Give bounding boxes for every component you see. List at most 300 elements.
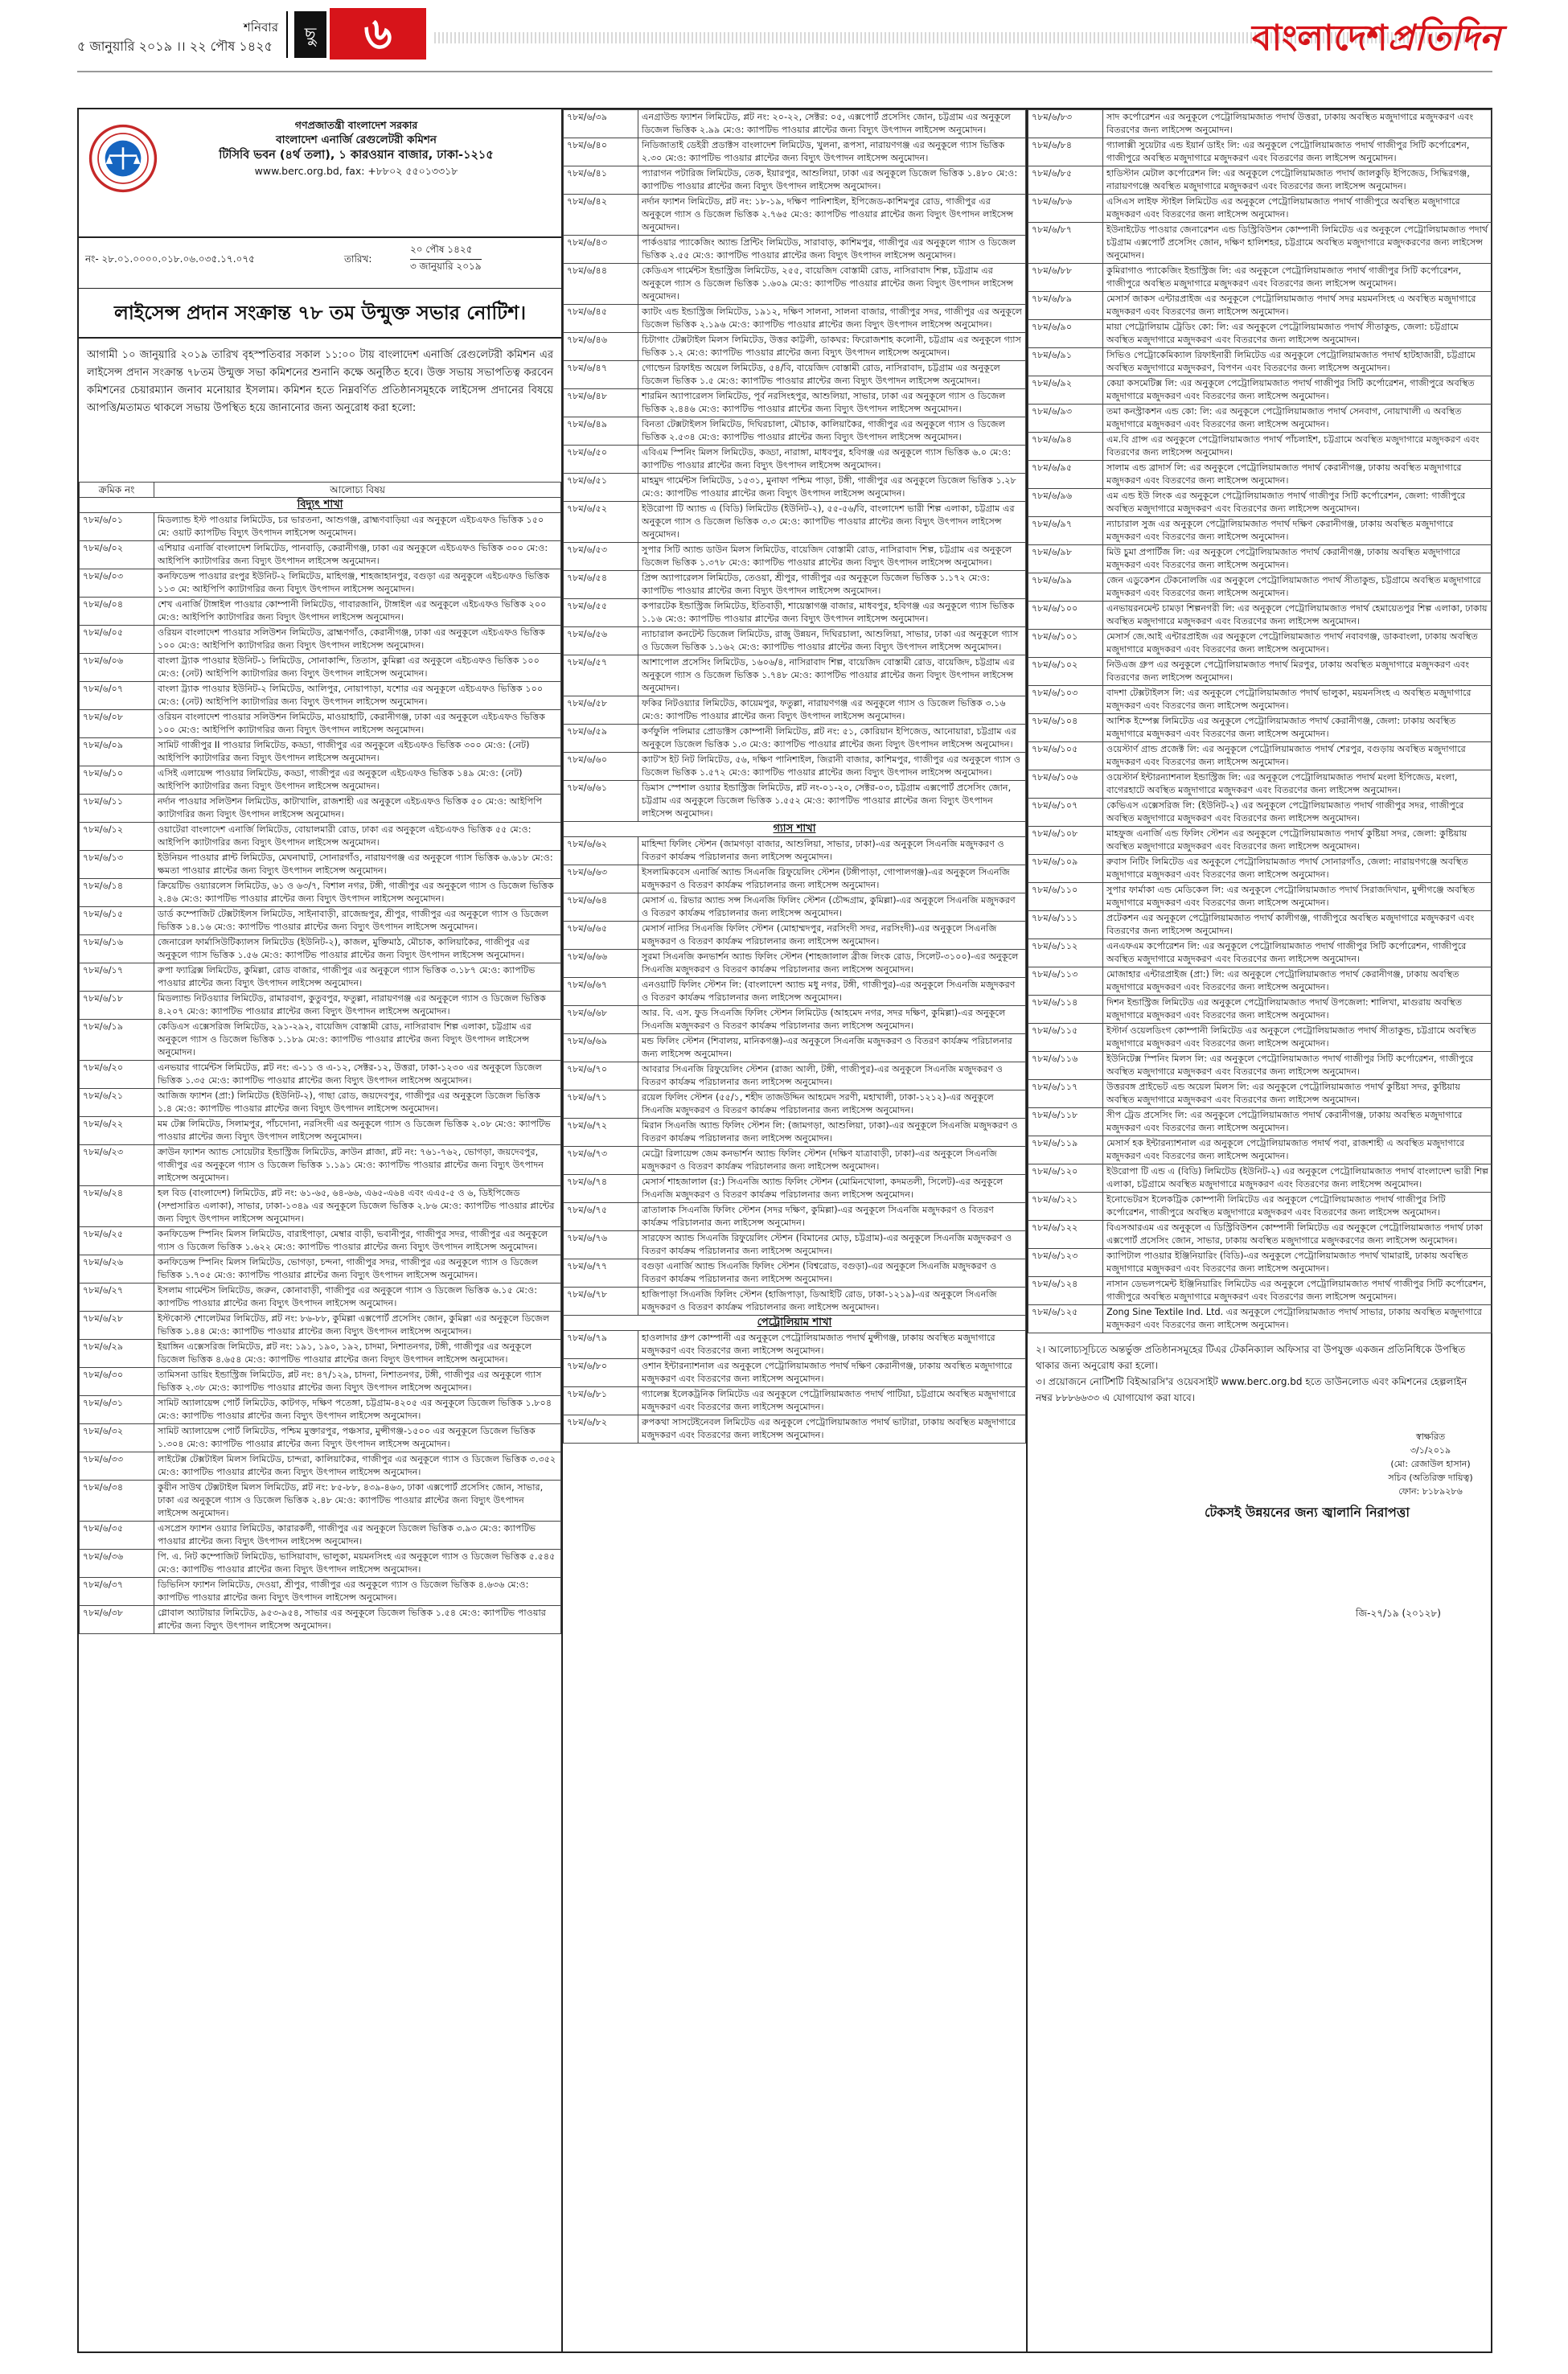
table-row — [80, 1550, 561, 1578]
row-subject: বাংলা ট্র্যাক পাওয়ার ইউনিট-২ লিমিটেড, আলিপুর, নোয়াপাড়া, যশোর এর অনুকূলে এইচএফও ভিত্তিক ১০০ মে:ও: (নেট) আইপিপি ক্যাটাগরির জন্য বিদ্যুৎ উৎপাদন লাইসেন্স অনুমোদন। — [154, 682, 561, 710]
table-row — [1028, 545, 1492, 573]
row-serial: ৭৮ম/৬/৯০ — [1028, 320, 1103, 348]
row-subject: সুরমা সিএনজি কনভার্শন অ্যান্ড ফিলিং স্টেশন (শাহজালাল ব্রীজ লিংক রোড, সিলেট-৩১০০)-এর অনুকূলে সিএনজি মজুদকরণ ও বিতরণ কার্যক্রম পরিচালনার জন্য লাইসেন্স অনুমোদন। — [638, 950, 1026, 978]
table-row — [1028, 573, 1492, 602]
table-row — [80, 738, 561, 766]
note-3: ৩। প্রয়োজনে নোটিশটি বিইআরসি'র ওয়েবসাইট www.berc.org.bd হতে ডাউনলোড এবং কমিশনের হেল্পলাইন নম্বর ৮৮৮৬৬৩৩ এ যোগাযোগ করা যাবে। — [1036, 1376, 1467, 1403]
masthead — [0, 0, 1568, 105]
date-bangla: ২০ পৌষ ১৪২৫ — [410, 244, 473, 255]
row-serial: ৭৮ম/৬/২৬ — [80, 1255, 154, 1284]
table-row — [564, 305, 1026, 333]
sign-line-3: (মো: রেজাউল হাসান) — [1390, 1459, 1471, 1469]
row-subject: জেন এডুকেশন টেকনোলজি এর অনুকূলে পেট্রোলিয়ামজাত পদার্থ সীতাকুন্ড, চট্টগ্রামে অবস্থিত মজুদাগারে মজুদকরণ এবং বিতরণের জন্য লাইসেন্স অনুমোদন। — [1103, 573, 1492, 602]
row-serial: ৭৮ম/৬/১১১ — [1028, 911, 1103, 939]
row-serial: ৭৮ম/৬/২৯ — [80, 1340, 154, 1368]
brand-part-1: বাংলাদেশ — [1252, 18, 1388, 59]
table-row — [80, 1452, 561, 1481]
table-row — [80, 1145, 561, 1186]
row-serial: ৭৮ম/৬/৮৪ — [1028, 138, 1103, 166]
row-serial: ৭৮ম/৬/৬৩ — [564, 865, 638, 893]
memo-number: নং- ২৮.০১.০০০০.০১৮.০৬.০৩৫.১৭.০৭৫ — [85, 253, 255, 265]
table-row — [564, 571, 1026, 599]
table-row — [564, 195, 1026, 236]
row-serial: ৭৮ম/৬/৪১ — [564, 166, 638, 195]
row-subject: ডার্ড কম্পোজিট টেক্সটাইলস লিমিটেড, সাইনাবাড়ী, রাজেন্দ্রপুর, শ্রীপুর, গাজীপুর এর অনুকূলে গ্যাস ও ডিজেল ভিত্তিক ১৪.১৬ মে:ও: ক্যাপটিভ পাওয়ার প্লান্টের জন্য বিদ্যুৎ উৎপাদন লাইসেন্স অনুমোদন। — [154, 907, 561, 935]
table-row — [564, 474, 1026, 502]
row-serial: ৭৮ম/৬/১৭ — [80, 963, 154, 992]
table-row — [564, 599, 1026, 627]
agenda-table-3 — [1028, 109, 1492, 1333]
header-serial: ক্রমিক নং — [80, 483, 154, 498]
row-serial: ৭৮ম/৬/৯৯ — [1028, 573, 1103, 602]
table-row — [80, 1606, 561, 1634]
row-subject: কপারটেক ইন্ডাস্ট্রিজ লিমিটেড, ইতিবাড়ী, শায়েস্তাগঞ্জ বাজার, মাধবপুর, হবিগঞ্জ এর অনুকূলে গ্যাস ভিত্তিক ১.১৬ মে:ও: ক্যাপটিভ পাওয়ার প্লান্টের জন্য বিদ্যুৎ উৎপাদন লাইসেন্স অনুমোদন। — [638, 599, 1026, 627]
row-subject: কুয়ীন সাউথ টেক্সটাইল মিলস লিমিটেড, প্লট নং: ৮৫-৮৮, ৪৩৯-৪৬৩, ঢাকা এক্সপোর্ট প্রসেসিং জোন, সাভার, ঢাকা এর অনুকূলে গ্যাস ও ডিজেল ভিত্তিক ২.৪৮ মে:ও: ক্যাপটিভ পাওয়ার প্লান্টের জন্য বিদ্যুৎ উৎপাদন লাইসেন্স অনুমোদন। — [154, 1481, 561, 1522]
row-subject: ইস্টার্ন ওয়েলডিংগ কোম্পানী লিমিটেড এর অনুকূলে পেট্রোলিয়ামজাত পদার্থ সীতাকুন্ড, চট্টগ্রামে অবস্থিত মজুদাগারে মজুদকরণ এবং বিতরণের জন্য লাইসেন্স অনুমোদন। — [1103, 1024, 1492, 1052]
row-serial: ৭৮ম/৬/১০৭ — [1028, 799, 1103, 827]
table-row — [1028, 883, 1492, 911]
row-serial: ৭৮ম/৬/৫৮ — [564, 696, 638, 725]
table-row — [564, 696, 1026, 725]
row-serial: ৭৮ম/৬/১১৩ — [1028, 967, 1103, 996]
row-serial: ৭৮ম/৬/১২৪ — [1028, 1277, 1103, 1305]
table-row — [80, 879, 561, 907]
row-subject: এবিএম স্পিনিং মিলস লিমিটেড, কড্ডা, নারাঙ্গা, মাধবপুর, হবিগঞ্জ এর অনুকূলে গ্যাস ভিত্তিক ৬.০ মে:ও: ক্যাপটিভ পাওয়ার প্লান্টের জন্য বিদ্যুৎ উৎপাদন লাইসেন্স অনুমোদন। — [638, 446, 1026, 474]
row-serial: ৭৮ম/৬/৩৩ — [80, 1452, 154, 1481]
agenda-table-1 — [79, 482, 561, 1634]
table-row — [80, 513, 561, 541]
table-row — [1028, 799, 1492, 827]
table-row — [1028, 1277, 1492, 1305]
row-subject: ডিমাস স্পেশাল ওয়্যার ইন্ডাস্ট্রিজ লিমিটেড, প্লট নং-০১-২০, সেক্টর-০৩, চট্টগ্রাম এক্সপোর্ট প্রসেসিং জোন, চট্টগ্রাম এর অনুকূলে ডিজেল ভিত্তিক ১.৫৫২ মে:ও: ক্যাপটিভ পাওয়ার প্লান্টের জন্য বিদ্যুৎ উৎপাদন লাইসেন্স অনুমোদন। — [638, 781, 1026, 822]
row-subject: ইনোভেটরস ইলেকট্রিক কোম্পানী লিমিটেড এর অনুকূলে পেট্রোলিয়ামজাত পদার্থ গাজীপুর সিটি কর্পোরেশন, গাজীপুরে অবস্থিত মজুদাগারে মজুদকরণ এবং বিতরণের জন্য লাইসেন্স অনুমোদন। — [1103, 1193, 1492, 1221]
table-row — [564, 1359, 1026, 1387]
row-serial: ৭৮ম/৬/১২২ — [1028, 1221, 1103, 1249]
table-row — [80, 569, 561, 598]
row-serial: ৭৮ম/৬/৫৩ — [564, 543, 638, 571]
notice-notes — [1028, 1333, 1492, 1406]
row-subject: কনফিডেন্স স্পিনিং মিলস লিমিটেড, ভোগড়া, চন্দনা, গাজীপুর সদর, গাজীপুর এর অনুকূলে গ্যাস ও ডিজেল ভিত্তিক ১.৭০৫ মে:ও: ক্যাপটিভ পাওয়ার প্লান্টের জন্য বিদ্যুৎ উৎপাদন লাইসেন্স অনুমোদন। — [154, 1255, 561, 1284]
row-serial: ৭৮ম/৬/৬৪ — [564, 893, 638, 922]
row-subject: ওরিয়ন বাংলাদেশ পাওয়ার সলিউশন লিমিটেড, ব্রাহ্মণগাঁও, কেরানীগঞ্জ, ঢাকা এর অনুকূলে এইচএফও ভিত্তিক ১০০ মে:ও: আইপিপি ক্যাটাগরির জন্য বিদ্যুৎ উৎপাদন লাইসেন্স অনুমোদন। — [154, 626, 561, 654]
row-serial: ৭৮ম/৬/৩১ — [80, 1396, 154, 1424]
table-row — [564, 333, 1026, 361]
row-subject: ইউনিটেক্স স্পিনিং মিলস লি: এর অনুকূলে পেট্রোলিয়ামজাত পদার্থ গাজীপুর সিটি কর্পোরেশন, গাজীপুরে অবস্থিত মজুদাগারে মজুদকরণ এবং বিতরণের জন্য লাইসেন্স অনুমোদন। — [1103, 1052, 1492, 1080]
row-serial: ৭৮ম/৬/৬৬ — [564, 950, 638, 978]
row-serial: ৭৮ম/৬/৭১ — [564, 1090, 638, 1119]
row-serial: ৭৮ম/৬/৪৭ — [564, 361, 638, 389]
row-subject: ইসলামিকবেস এনার্জি অ্যান্ড সিএনজি রিফুয়েলিং স্টেশন (টঙ্গীপাড়া, গোপালগঞ্জ)-এর অনুকূলে সিএনজি মজুদকরণ ও বিতরণ কার্যক্রম পরিচালনার জন্য লাইসেন্স অনুমোদন। — [638, 865, 1026, 893]
table-row — [564, 1231, 1026, 1259]
row-serial: ৭৮ম/৬/২৫ — [80, 1227, 154, 1255]
row-subject: সাদ কর্পোরেশন এর অনুকূলে পেট্রোলিয়ামজাত পদার্থ উত্তরা, ঢাকায় অবস্থিত মজুদাগারে মজুদকরণ এবং বিতরণের জন্য লাইসেন্স অনুমোদন। — [1103, 110, 1492, 138]
row-subject: মাহফুজ এনার্জি এন্ড ফিলিং স্টেশন এর অনুকূলে পেট্রোলিয়ামজাত পদার্থ কুষ্টিয়া সদর, জেলা: কুষ্টিয়ায় অবস্থিত মজুদাগারে মজুদকরণ এবং বিতরণের জন্য লাইসেন্স অনুমোদন। — [1103, 827, 1492, 855]
row-subject: মেসার্স নাসির সিএনজি ফিলিং স্টেশন (মোহাম্মদপুর, নরসিংদী সদর, নরসিংদী)-এর অনুকূলে সিএনজি মজুদকরণ ও বিতরণ কার্যক্রম পরিচালনার জন্য লাইসেন্স অনুমোদন। — [638, 922, 1026, 950]
row-serial: ৭৮ম/৬/৫৯ — [564, 725, 638, 753]
table-row — [564, 361, 1026, 389]
table-row — [564, 1203, 1026, 1231]
row-subject: ফকির নিটওয়্যার লিমিটেড, কায়েমপুর, ফতুল্লা, নারায়ণগঞ্জ এর অনুকূলে গ্যাস ও ডিজেল ভিত্তিক ৩.১৬ মে:ও: ক্যাপটিভ পাওয়ার প্লান্টের জন্য বিদ্যুৎ উৎপাদন লাইসেন্স অনুমোদন। — [638, 696, 1026, 725]
notice-column-1 — [79, 109, 561, 1634]
row-subject: মায়া পেট্রোলিয়াম ট্রেডিং কো: লি: এর অনুকূলে পেট্রোলিয়ামজাত পদার্থ সীতাকুন্ড, জেলা: চট্টগ্রামে অবস্থিত মজুদাগারে মজুদকরণ এবং বিতরণের জন্য লাইসেন্স অনুমোদন। — [1103, 320, 1492, 348]
table-row — [1028, 686, 1492, 714]
row-subject: সামিট গাজীপুর II পাওয়ার লিমিটেড, কড্ডা, গাজীপুর এর অনুকূলে এইচএফও ভিত্তিক ৩০০ মে:ও: (নেট) আইপিপি ক্যাটাগরির জন্য বিদ্যুৎ উৎপাদন লাইসেন্স অনুমোদন। — [154, 738, 561, 766]
commission-address — [167, 117, 545, 179]
row-subject: ওশান ইন্টারন্যাশনাল এর অনুকূলে পেট্রোলিয়ামজাত পদার্থ দক্ষিণ কেরানীগঞ্জ, ঢাকায় অবস্থিত মজুদাগারে মজুদকরণ এবং বিতরণের জন্য লাইসেন্স অনুমোদন। — [638, 1359, 1026, 1387]
row-subject: শারমিন অ্যাপারেলস লিমিটেড, পূর্ব নরসিংহপুর, আশুলিয়া, সাভার, ঢাকা এর অনুকূলে গ্যাস ও ডিজেল ভিত্তিক ২.৪৪৬ মে:ও: ক্যাপটিভ পাওয়ার প্লান্টের জন্য বিদ্যুৎ উৎপাদন লাইসেন্স অনুমোদন। — [638, 389, 1026, 417]
table-row — [80, 1396, 561, 1424]
row-subject: কর্ণফুলি পলিমার প্রোডাক্টস কোম্পানী লিমিটেড, প্লট নং: ৫১, কোরিয়ান ইপিজেড, আনোয়ারা, চট্টগ্রাম এর অনুকূলে ডিজেল ভিত্তিক ১.৩ মে:ও: ক্যাপটিভ পাওয়ার প্লান্টের জন্য বিদ্যুৎ উৎপাদন লাইসেন্স অনুমোদন। — [638, 725, 1026, 753]
table-row — [1028, 827, 1492, 855]
row-serial: ৭৮ম/৬/৭৪ — [564, 1175, 638, 1203]
table-row — [564, 978, 1026, 1006]
row-serial: ৭৮ম/৬/০৯ — [80, 738, 154, 766]
row-subject: সুপার ফার্মাকা এন্ড মেডিকেল লি: এর অনুকূলে পেট্রোলিয়ামজাত পদার্থ সিরাজদিখান, মুন্সীগঞ্জে অবস্থিত মজুদাগারে মজুদকরণ এবং বিতরণের জন্য লাইসেন্স অনুমোদন। — [1103, 883, 1492, 911]
row-subject: ডিভিনিস ফ্যাশন লিমিটেড, দেওয়া, শ্রীপুর, গাজীপুর এর অনুকূলে গ্যাস ও ডিজেল ভিত্তিক ৪.৬৩৬ মে:ও: ক্যাপটিভ পাওয়ার প্লান্টের জন্য বিদ্যুৎ উৎপাদন লাইসেন্স অনুমোদন। — [154, 1578, 561, 1606]
row-subject: এম এন্ড ইউ লিংক এর অনুকূলে পেট্রোলিয়ামজাত পদার্থ গাজীপুর সিটি কর্পোরেশন, জেলা: গাজীপুরে অবস্থিত মজুদাগারে মজুদকরণ এবং বিতরণের জন্য লাইসেন্স অনুমোদন। — [1103, 489, 1492, 517]
row-serial: ৭৮ম/৬/৩০ — [80, 1368, 154, 1396]
row-subject: মিরান সিএনজি অ্যান্ড ফিলিং স্টেশন লি: (জামগড়া, আশুলিয়া, ঢাকা)-এর অনুকূলে সিএনজি মজুদকরণ ও বিতরণ কার্যক্রম পরিচালনার জন্য লাইসেন্স অনুমোদন। — [638, 1119, 1026, 1147]
row-serial: ৭৮ম/৬/২৭ — [80, 1284, 154, 1312]
row-subject: জেনারেল ফার্মাসিউটিক্যালস লিমিটেড (ইউনিট-২), কাজল, মুক্তিমাঠ, মৌচাক, কালিয়াকৈর, গাজীপুর এর অনুকূলে গ্যাস ভিত্তিক ১.৫৬ মে:ও: ক্যাপটিভ পাওয়ার প্লান্টের জন্য বিদ্যুৎ উৎপাদন লাইসেন্স অনুমোদন। — [154, 935, 561, 963]
row-serial: ৭৮ম/৬/১১৪ — [1028, 996, 1103, 1024]
row-subject: এনভয়ার গার্মেন্টস লিমিটেড, প্লট নং: এ-১১ ও এ-১২, সেক্টর-১২, উত্তরা, ঢাকা-১২৩০ এর অনুকূলে ডিজেল ভিত্তিক ১.৩৫ মে:ও: ক্যাপটিভ পাওয়ার প্লান্টের জন্য বিদ্যুৎ উৎপাদন লাইসেন্স অনুমোদন। — [154, 1061, 561, 1089]
notice-column-3 — [1026, 109, 1492, 2351]
row-subject: গ্লোবাল অ্যাটায়ার লিমিটেড, ৯৫৩-৯৫৪, সাভার এর অনুকূলে ডিজেল ভিত্তিক ১.৫৪ মে:ও: ক্যাপটিভ পাওয়ার প্লান্টের জন্য বিদ্যুৎ উৎপাদন লাইসেন্স অনুমোদন। — [154, 1606, 561, 1634]
table-row — [1028, 110, 1492, 138]
row-subject: মিউ চুমা প্রপার্টিজ লি: এর অনুকূলে পেট্রোলিয়ামজাত পদার্থ কেরানীগঞ্জ, ঢাকায় অবস্থিত মজুদাগারে মজুদকরণ এবং বিতরণের জন্য লাইসেন্স অনুমোদন। — [1103, 545, 1492, 573]
table-row — [1028, 1052, 1492, 1080]
table-row — [1028, 1305, 1492, 1333]
table-row — [1028, 1164, 1492, 1193]
table-row — [1028, 433, 1492, 461]
row-serial: ৭৮ম/৬/১০ — [80, 766, 154, 795]
table-row — [80, 795, 561, 823]
table-row — [1028, 292, 1492, 320]
row-subject: পার্কওয়ার প্যাকেজিং অ্যান্ড প্রিন্টিং লিমিটেড, সারাবাড়, কাশিমপুর, গাজীপুর এর অনুকূলে গ্যাস ও ডিজেল ভিত্তিক ২.৫৫ মে:ও: ক্যাপটিভ পাওয়ার প্লান্টের জন্য বিদ্যুৎ উৎপাদন লাইসেন্স অনুমোদন। — [638, 236, 1026, 264]
row-subject: মেসার্স হক ইন্টারন্যাশনাল এর অনুকূলে পেট্রোলিয়ামজাত পদার্থ পবা, রাজশাহী এ অবস্থিত মজুদাগারে মজুদকরণ এবং বিতরণের জন্য লাইসেন্স অনুমোদন। — [1103, 1136, 1492, 1164]
row-serial: ৭৮ম/৬/১৮ — [80, 992, 154, 1020]
row-subject: মেসার্স জাকস এন্টারপ্রাইজ এর অনুকূলে পেট্রোলিয়ামজাত পদার্থ সদর ময়মনসিংহ এ অবস্থিত মজুদাগারে মজুদকরণ এবং বিতরণের জন্য লাইসেন্স অনুমোদন। — [1103, 292, 1492, 320]
row-serial: ৭৮ম/৬/১০৫ — [1028, 742, 1103, 770]
table-row — [564, 922, 1026, 950]
section-row — [564, 822, 1026, 837]
row-serial: ৭৮ম/৬/১২৩ — [1028, 1249, 1103, 1277]
row-serial: ৭৮ম/৬/০৮ — [80, 710, 154, 738]
row-subject: ওয়েস্টার্ন ইন্টারন্যাশনাল ইন্ডাস্ট্রিজ লি: এর অনুকূলে পেট্রোলিয়ামজাত পদার্থ মংলা ইপিজেড, মংলা, বাগেরহাটে অবস্থিত মজুদাগারে মজুদকরণ এবং বিতরণের জন্য লাইসেন্স অনুমোদন। — [1103, 770, 1492, 799]
row-serial: ৭৮ম/৬/১১০ — [1028, 883, 1103, 911]
table-row — [1028, 1024, 1492, 1052]
table-row — [564, 264, 1026, 305]
table-row — [1028, 967, 1492, 996]
row-subject: এনগ্রাউন্ড ফ্যাশন লিমিটেড, প্লট নং: ২০-২২, সেক্টর: ০৫, এক্সপোর্ট প্রসেসিং জোন, চট্টগ্রাম এর অনুকূলে ডিজেল ভিত্তিক ২.৯৯ মে:ও: ক্যাপটিভ পাওয়ার প্লান্টের জন্য বিদ্যুৎ উৎপাদন লাইসেন্স অনুমোদন। — [638, 110, 1026, 138]
table-row — [1028, 1108, 1492, 1136]
row-subject: সালাম এন্ড ব্রাদার্স লি: এর অনুকূলে পেট্রোলিয়ামজাত পদার্থ কেরানীগঞ্জ, ঢাকায় অবস্থিত মজুদাগারে মজুদকরণ এবং বিতরণের জন্য লাইসেন্স অনুমোদন। — [1103, 461, 1492, 489]
row-serial: ৭৮ম/৬/৯৭ — [1028, 517, 1103, 545]
row-serial: ৭৮ম/৬/১১ — [80, 795, 154, 823]
table-row — [80, 1117, 561, 1145]
table-row — [1028, 195, 1492, 223]
note-2: ২। আলোচ্যসূচিতে অন্তর্ভুক্ত প্রতিষ্ঠানসমূহের টিএর টেকনিক্যাল অফিসার বা উপযুক্ত একজন প্রতিনিধিকে উপস্থিত থাকার জন্য অনুরোধ করা হলো। — [1036, 1344, 1466, 1371]
row-serial: ৭৮ম/৬/১১৫ — [1028, 1024, 1103, 1052]
row-subject: তমা কনস্ট্রাকশন এন্ড কো: লি: এর অনুকূলে পেট্রোলিয়ামজাত পদার্থ সেনবাগ, নোয়াখালী এ অবস্থিত মজুদাগারে মজুদকরণ এবং বিতরণের জন্য লাইসেন্স অনুমোদন। — [1103, 405, 1492, 433]
row-serial: ৭৮ম/৬/৫২ — [564, 502, 638, 543]
row-serial: ৭৮ম/৬/৭৭ — [564, 1259, 638, 1288]
row-subject: ন্যাচারাল কনটেন্ট ডিজেল লিমিটেড, রাজু উন্নয়ন, দিঘিরচালা, আশুলিয়া, সাভার, ঢাকা এর অনুকূলে গ্যাস ও ডিজেল ভিত্তিক ১.১৬২ মে:ও: ক্যাপটিভ পাওয়ার প্লান্টের জন্য বিদ্যুৎ উৎপাদন লাইসেন্স অনুমোদন। — [638, 627, 1026, 655]
row-subject: মাহিন্দা ফিলিং স্টেশন (জামগড়া বাজার, আশুলিয়া, সাভার, ঢাকা)-এর অনুকূলে সিএনজি মজুদকরণ ও বিতরণ কার্যক্রম পরিচালনার জন্য লাইসেন্স অনুমোদন। — [638, 837, 1026, 865]
row-serial: ৭৮ম/৬/৮৫ — [1028, 166, 1103, 195]
table-row — [80, 1186, 561, 1227]
gd-code: জি-২৭/১৯ (২০১২৮) — [1356, 1608, 1441, 1619]
row-subject: মিডল্যান্ড ইস্ট পাওয়ার লিমিটেড, চর ভারতনা, আশুগঞ্জ, ব্রাহ্মণবাড়িয়া এর অনুকূলে এইচএফও ভিত্তিক ১৫০ মে: ওয়াট ক্যাপটিভ বিদ্যুৎ উৎপাদন লাইসেন্স অনুমোদন। — [154, 513, 561, 541]
row-serial: ৭৮ম/৬/১১৯ — [1028, 1136, 1103, 1164]
table-row — [80, 1312, 561, 1340]
row-serial: ৭৮ম/৬/৬৭ — [564, 978, 638, 1006]
table-row — [80, 654, 561, 682]
berc-seal-icon — [88, 124, 158, 193]
slogan: টেকসই উন্নয়নের জন্য জ্বালানি নিরাপত্তা — [1205, 1505, 1410, 1520]
row-subject: সিভিও পেট্রোকেমিক্যাল রিফাইনারী লিমিটেড এর অনুকূলে পেট্রোলিয়ামজাত পদার্থ হাটহাজারী, চট্টগ্রামে অবস্থিত মজুদাগারে মজুদকরণ, বিপণন এবং বিতরণের জন্য লাইসেন্স অনুমোদন। — [1103, 348, 1492, 376]
row-serial: ৭৮ম/৬/৫৫ — [564, 599, 638, 627]
row-subject: ইয়াঙ্গিন এক্সেসরিজ লিমিটেড, প্লট নং: ১৯১, ১৯০, ১৯২, চাদমা, নিশাতনগর, টঙ্গী, গাজীপুর এর অনুকূলে ডিজেল ভিত্তিক ৪.৬৫৪ মে:ও: ক্যাপটিভ পাওয়ার প্লান্টের জন্য বিদ্যুৎ উৎপাদন লাইসেন্স অনুমোদন। — [154, 1340, 561, 1368]
row-subject: কুমিরাগাও প্যাকেজিং ইন্ডাস্ট্রিজ লি: এর অনুকূলে পেট্রোলিয়ামজাত পদার্থ গাজীপুর সিটি কর্পোরেশন, গাজীপুরে অবস্থিত মজুদাগারে মজুদকরণ এবং বিতরণের জন্য লাইসেন্স অনুমোদন। — [1103, 264, 1492, 292]
row-subject: আজিজ ফ্যাশন (প্রা:) লিমিটেড (ইউনিট-২), গাছা রোড, জয়দেবপুর, গাজীপুর এর অনুকূলে ডিজেল ভিত্তিক ১.৪ মে:ও: ক্যাপটিভ পাওয়ার প্লান্টের জন্য বিদ্যুৎ উৎপাদন লাইসেন্স অনুমোদন। — [154, 1089, 561, 1117]
table-row — [80, 598, 561, 626]
row-subject: এসিএস লাইফ স্টাইল লিমিটেড এর অনুকূলে পেট্রোলিয়ামজাত পদার্থ গাজীপুরে অবস্থিত মজুদাগারে মজুদকরণ এবং বিতরণের জন্য লাইসেন্স অনুমোদন। — [1103, 195, 1492, 223]
row-serial: ৭৮ম/৬/৯৬ — [1028, 489, 1103, 517]
row-subject: এম.বি গ্রান্স এর অনুকূলে পেট্রোলিয়ামজাত পদার্থ পাঁচলাইশ, চট্টগ্রামে অবস্থিত মজুদাগারে মজুদকরণ এবং বিতরণের জন্য লাইসেন্স অনুমোদন। — [1103, 433, 1492, 461]
table-row — [564, 1415, 1026, 1444]
row-serial: ৭৮ম/৬/৪৮ — [564, 389, 638, 417]
row-serial: ৭৮ম/৬/১০৬ — [1028, 770, 1103, 799]
table-row — [1028, 630, 1492, 658]
table-row — [1028, 517, 1492, 545]
row-subject: বিনতা টেক্সটাইলস লিমিটেড, দিঘিরচালা, মৌচাক, কালিয়াকৈর, গাজীপুর এর অনুকূলে গ্যাস ও ডিজেল ভিত্তিক ২.৫৩৪ মে:ও: ক্যাপটিভ পাওয়ার প্লান্টের জন্য বিদ্যুৎ উৎপাদন লাইসেন্স অনুমোদন। — [638, 417, 1026, 446]
row-serial: ৭৮ম/৬/৪০ — [564, 138, 638, 166]
row-subject: ইউনাইটেড পাওয়ার জেনারেশন এন্ড ডিস্ট্রিবিউশন কোম্পানী লিমিটেড এর অনুকূলে পেট্রোলিয়ামজাত পদার্থ চট্টগ্রাম এক্সপোর্ট প্রসেসিং জোন, দক্ষিণ হালিশহর, চট্টগ্রামে অবস্থিত মজুদাগারে মজুদকরণের জন্য লাইসেন্স অনুমোদন। — [1103, 223, 1492, 264]
notice-title: লাইসেন্স প্রদান সংক্রান্ত ৭৮ তম উন্মুক্ত সভার নোটিশ। — [79, 289, 561, 339]
table-row — [1028, 658, 1492, 686]
govt-name: গণপ্রজাতন্ত্রী বাংলাদেশ সরকার — [294, 119, 418, 131]
table-row — [1028, 770, 1492, 799]
table-row — [80, 1227, 561, 1255]
date-english: ৩ জানুয়ারি ২০১৯ — [410, 259, 482, 276]
table-row — [564, 1034, 1026, 1062]
row-subject: নিউএজ গ্রুপ এর অনুকূলে পেট্রোলিয়ামজাত পদার্থ মিরপুর, ঢাকায় অবস্থিত মজুদাগারে মজুদকরণ এবং বিতরণের জন্য লাইসেন্স অনুমোদন। — [1103, 658, 1492, 686]
row-serial: ৭৮ম/৬/২০ — [80, 1061, 154, 1089]
table-row — [80, 541, 561, 569]
date-label: তারিখ: — [344, 253, 372, 265]
row-subject: প্যারাগন পটারিজ লিমিটেড, তেক, ইয়ারপুর, আশুলিয়া, ঢাকা এর অনুকূলে ডিজেল ভিত্তিক ১.৪৮০ মে:ও: ক্যাপটিভ পাওয়ার প্লান্টের জন্য বিদ্যুৎ উৎপাদন লাইসেন্স অনুমোদন। — [638, 166, 1026, 195]
table-row — [80, 682, 561, 710]
commission-contact: www.berc.org.bd, fax: +৮৮০২ ৫৫০১৩৩১৮ — [254, 165, 458, 177]
row-serial: ৭৮ম/৬/৪৪ — [564, 264, 638, 305]
row-serial: ৭৮ম/৬/৬২ — [564, 837, 638, 865]
section-row — [80, 498, 561, 513]
row-serial: ৭৮ম/৬/১২০ — [1028, 1164, 1103, 1193]
row-serial: ৭৮ম/৬/৩৭ — [80, 1578, 154, 1606]
commission-address-line: টিসিবি ভবন (৪র্থ তলা), ১ কারওয়ান বাজার, ঢাকা-১২১৫ — [219, 149, 494, 162]
row-subject: আশাপোল প্রসেসিং লিমিটেড, ১৬০৬/৪, নাসিরাবাদ শিল্প, বায়েজিদ বোস্তামী রোড, বায়েজিদ, চট্টগ্রাম এর অনুকূলে গ্যাস ও ডিজেল ভিত্তিক ১.৭৪৮ মে:ও: ক্যাপটিভ পাওয়ার প্লান্টের জন্য বিদ্যুৎ উৎপাদন লাইসেন্স অনুমোদন। — [638, 655, 1026, 696]
row-serial: ৭৮ম/৬/৬৮ — [564, 1006, 638, 1034]
row-serial: ৭৮ম/৬/৮২ — [564, 1415, 638, 1444]
table-row — [80, 1340, 561, 1368]
table-row — [80, 1522, 561, 1550]
row-serial: ৭৮ম/৬/৯৫ — [1028, 461, 1103, 489]
sign-line-2: ৩/১/২০১৯ — [1410, 1445, 1451, 1456]
row-subject: এসপ্রেস ফ্যাশন ওয়্যার লিমিটেড, কারারকর্দী, গাজীপুর এর অনুকূলে ডিজেল ভিত্তিক ৩.৯৩ মে:ও: ক্যাপটিভ পাওয়ার প্লান্টের জন্য বিদ্যুৎ উৎপাদন লাইসেন্স অনুমোদন। — [154, 1522, 561, 1550]
newspaper-logo — [1252, 11, 1500, 70]
row-serial: ৭৮ম/৬/০৬ — [80, 654, 154, 682]
table-row — [80, 963, 561, 992]
table-row — [1028, 489, 1492, 517]
table-row — [80, 1368, 561, 1396]
table-row — [564, 1175, 1026, 1203]
row-subject: ক্যাট'স ইট নিট লিমিটেড, ৫৬, দক্ষিণ পানিশাইল, জিরানী বাজার, কাশিমপুর, গাজীপুর এর অনুকূলে গ্যাস ও ডিজেল ভিত্তিক ১.৫৭২ মে:ও: ক্যাপটিভ পাওয়ার প্লান্টের জন্য বিদ্যুৎ উৎপাদন লাইসেন্স অনুমোদন। — [638, 753, 1026, 781]
row-subject: এনভায়রনমেন্ট চামড়া শিল্পনগরী লি: এর অনুকূলে পেট্রোলিয়ামজাত পদার্থ হেমায়েতপুর শিল্প এলাকা, ঢাকায় অবস্থিত মজুদাগারে মজুদকরণ এবং বিতরণের জন্য লাইসেন্স অনুমোদন। — [1103, 602, 1492, 630]
row-subject: মাহমুদ গার্মেন্টস লিমিটেড, ১৫৩১, মুনাফা পশ্চিম পাড়া, টঙ্গী, গাজীপুর এর অনুকূলে ডিজেল ভিত্তিক ১.২৮ মে:ও: ক্যাপটিভ পাওয়ার প্লান্টের জন্য বিদ্যুৎ উৎপাদন লাইসেন্স অনুমোদন। — [638, 474, 1026, 502]
row-serial: ৭৮ম/৬/১৩ — [80, 851, 154, 879]
row-subject: নিডিজাতাই ডেইরী প্রডাক্টস বাংলাদেশ লিমিটেড, খুলনা, রূপসা, নারায়ণগঞ্জ এর অনুকূলে গ্যাস ভিত্তিক ২.৩০ মে:ও: ক্যাপটিভ পাওয়ার প্লান্টের জন্য বিদ্যুৎ উৎপাদন লাইসেন্স অনুমোদন। — [638, 138, 1026, 166]
row-serial: ৭৮ম/৬/৩৯ — [564, 110, 638, 138]
table-row — [1028, 1136, 1492, 1164]
row-serial: ৭৮ম/৬/৪৬ — [564, 333, 638, 361]
row-subject: ইস্টকোস্ট শোলেটমর লিমিটেড, প্লট নং: ৮৬-৮৮, কুমিল্লা এক্সপোর্ট প্রসেসিং জোন, কুমিল্লা এর অনুকূলে ডিজেল ভিত্তিক ১.৪৪ মে:ও: ক্যাপটিভ পাওয়ার প্লান্টের জন্য বিদ্যুৎ উৎপাদন লাইসেন্স অনুমোদন। — [154, 1312, 561, 1340]
table-row — [1028, 1193, 1492, 1221]
table-row — [564, 893, 1026, 922]
row-serial: ৭৮ম/৬/৯৩ — [1028, 405, 1103, 433]
table-row — [564, 236, 1026, 264]
row-serial: ৭৮ম/৬/০৫ — [80, 626, 154, 654]
row-serial: ৭৮ম/৬/২৩ — [80, 1145, 154, 1186]
row-serial: ৭৮ম/৬/৬০ — [564, 753, 638, 781]
row-subject: ক্রিয়েটিভ ওয়্যারলেস লিমিটেড, ৬১ ও ৬৩/৭, বিশাল নগর, টঙ্গী, গাজীপুর এর অনুকূলে গ্যাস ও ডিজেল ভিত্তিক ২.৪৬ মে:ও: ক্যাপটিভ পাওয়ার প্লান্টের জন্য বিদ্যুৎ উৎপাদন লাইসেন্স অনুমোদন। — [154, 879, 561, 907]
row-serial: ৭৮ম/৬/০১ — [80, 513, 154, 541]
page-number: ৬ — [330, 8, 426, 60]
row-serial: ৭৮ম/৬/৪২ — [564, 195, 638, 236]
table-row — [564, 1062, 1026, 1090]
row-subject: সীপ ট্রেড প্রসেসিং লি: এর অনুকূলে পেট্রোলিয়ামজাত পদার্থ কেরানীগঞ্জ, ঢাকায় অবস্থিত মজুদাগারে মজুদকরণ এবং বিতরণের জন্য লাইসেন্স অনুমোদন। — [1103, 1108, 1492, 1136]
row-subject: কনফিডেন্স স্পিনিং মিলস লিমিটেড, বারাইপাড়া, মেম্বার বাড়ী, ভবানীপুর, গাজীপুর সদর, গাজীপুর এর অনুকূলে গ্যাস ও ডিজেল ভিত্তিক ১.৬২২ মে:ও: ক্যাপটিভ পাওয়ার প্লান্টের জন্য বিদ্যুৎ উৎপাদন লাইসেন্স অনুমোদন। — [154, 1227, 561, 1255]
table-row — [564, 166, 1026, 195]
row-serial: ৭৮ম/৬/৫৭ — [564, 655, 638, 696]
table-row — [1028, 138, 1492, 166]
row-subject: আবরার সিএনজি রিফুয়েলিং স্টেশন (রাজ্য আলী, টঙ্গী, গাজীপুর)-এর অনুকূলে সিএনজি মজুদকরণ ও বিতরণ কার্যক্রম পরিচালনার জন্য লাইসেন্স অনুমোদন। — [638, 1062, 1026, 1090]
table-row — [564, 110, 1026, 138]
row-subject: বাদশা টেক্সটাইলস লি: এর অনুকূলে পেট্রোলিয়ামজাত পদার্থ ভালুকা, ময়মনসিংহ এ অবস্থিত মজুদাগারে মজুদকরণ এবং বিতরণের জন্য লাইসেন্স অনুমোদন। — [1103, 686, 1492, 714]
row-subject: মিডল্যান্ড নিটওয়্যার লিমিটেড, রামারবাগ, কুতুবপুর, ফতুল্লা, নারায়ণগঞ্জ এর অনুকূলে গ্যাস ও ডিজেল ভিত্তিক ৪.২০৭ মে:ও: ক্যাপটিভ পাওয়ার প্লান্টের জন্য বিদ্যুৎ উৎপাদন লাইসেন্স অনুমোদন। — [154, 992, 561, 1020]
row-subject: রুবাস নিটিং লিমিটেড এর অনুকূলে পেট্রোলিয়ামজাত পদার্থ সোনারগাঁও, জেলা: নারায়ণগঞ্জে অবস্থিত মজুদাগারে মজুদকরণ এবং বিতরণের জন্য লাইসেন্স অনুমোদন। — [1103, 855, 1492, 883]
row-serial: ৭৮ম/৬/৬৫ — [564, 922, 638, 950]
table-row — [564, 837, 1026, 865]
row-subject: সুপার সিটি অ্যান্ড ডাউন মিলস লিমিটেড, বায়েজিদ বোস্তামী রোড, নাসিরাবাদ শিল্প, চট্টগ্রাম এর অনুকূলে ডিজেল ভিত্তিক ১.৩৭৮ মে:ও: ক্যাপটিভ পাওয়ার প্লান্টের জন্য বিদ্যুৎ উৎপাদন লাইসেন্স অনুমোদন। — [638, 543, 1026, 571]
row-serial: ৭৮ম/৬/৫৬ — [564, 627, 638, 655]
row-serial: ৭৮ম/৬/৩৫ — [80, 1522, 154, 1550]
row-serial: ৭৮ম/৬/১৬ — [80, 935, 154, 963]
row-serial: ৭৮ম/৬/৩৬ — [80, 1550, 154, 1578]
row-subject: ত্রাতালাক সিএনজি ফিলিং স্টেশন (সদর দক্ষিণ, কুমিল্লা)-এর অনুকূলে সিএনজি মজুদকরণ ও বিতরণ কার্যক্রম পরিচালনার জন্য লাইসেন্স অনুমোদন। — [638, 1203, 1026, 1231]
row-subject: সামিট অ্যালায়েন্স পোর্ট লিমিটেড, কাটগড়, দক্ষিণ পতেঙ্গা, চট্টগ্রাম-৪২০৫ এর অনুকূলে ডিজেল ভিত্তিক ১.৮০৪ মে:ও: ক্যাপটিভ পাওয়ার প্লান্টের জন্য বিদ্যুৎ উৎপাদন লাইসেন্স অনুমোদন। — [154, 1396, 561, 1424]
row-subject: এশিয়ার এনার্জি বাংলাদেশ লিমিটেড, পানবাড়ি, কেরানীগঞ্জ, ঢাকা এর অনুকূলে এইচএফও ভিত্তিক ৩০০ মে:ও: আইপিপি ক্যাটাগরির জন্য বিদ্যুৎ উৎপাদন লাইসেন্স অনুমোদন। — [154, 541, 561, 569]
row-subject: আশিক ইম্পেক্স লিমিটেড এর অনুকূলে পেট্রোলিয়ামজাত পদার্থ কেরানীগঞ্জ, জেলা: ঢাকায় অবস্থিত মজুদাগারে মজুদকরণ এবং বিতরণের জন্য লাইসেন্স অনুমোদন। — [1103, 714, 1492, 742]
row-serial: ৭৮ম/৬/০২ — [80, 541, 154, 569]
table-row — [1028, 742, 1492, 770]
row-subject: মেসার্স এ. রিভার অ্যান্ড সন্স সিএনজি ফিলিং স্টেশন (চৌদ্দগ্রাম, কুমিল্লা)-এর অনুকূলে সিএনজি মজুদকরণ ও বিতরণ কার্যক্রম পরিচালনার জন্য লাইসেন্স অনুমোদন। — [638, 893, 1026, 922]
table-row — [1028, 911, 1492, 939]
table-row — [564, 138, 1026, 166]
row-serial: ৭৮ম/৬/১২৫ — [1028, 1305, 1103, 1333]
row-serial: ৭৮ম/৬/১৯ — [80, 1020, 154, 1061]
row-subject: ন্যাচারাল সুজ এর অনুকূলে পেট্রোলিয়ামজাত পদার্থ দক্ষিণ কেরানীগঞ্জ, ঢাকায় অবস্থিত মজুদাগারে মজুদকরণ এবং বিতরণের জন্য লাইসেন্স অনুমোদন। — [1103, 517, 1492, 545]
row-subject: কেডিএস গার্মেন্টস ইন্ডাস্ট্রিজ লিমিটেড, ২৫৫, বায়েজিদ বোস্তামী রোড, নাসিরাবাদ শিল্প, চট্টগ্রাম এর অনুকূলে গ্যাস ও ডিজেল ভিত্তিক ১.৬০৯ মে:ও: ক্যাপটিভ পাওয়ার প্লান্টের জন্য বিদ্যুৎ উৎপাদন লাইসেন্স অনুমোদন। — [638, 264, 1026, 305]
table-row — [564, 1387, 1026, 1415]
row-serial: ৭৮ম/৬/৮৬ — [1028, 195, 1103, 223]
table-row — [80, 1089, 561, 1117]
table-row — [80, 1255, 561, 1284]
row-serial: ৭৮ম/৬/১০৮ — [1028, 827, 1103, 855]
masthead-divider — [286, 11, 288, 58]
notice-header — [79, 109, 561, 238]
row-subject: শেখ এনার্জি টাঙ্গাইল পাওয়ার কোম্পানী লিমিটেড, গাবারজানি, টাঙ্গাইল এর অনুকূলে এইচএফও ভিত্তিক ২০০ মে:ও: আইপিপি ক্যাটাগরির জন্য বিদ্যুৎ উৎপাদন লাইসেন্স অনুমোদন। — [154, 598, 561, 626]
row-serial: ৭৮ম/৬/১০২ — [1028, 658, 1103, 686]
row-subject: প্রটেকশন এর অনুকূলে পেট্রোলিয়ামজাত পদার্থ কালীগঞ্জ, গাজীপুরে অবস্থিত মজুদাগারে মজুদকরণ এবং বিতরণের জন্য লাইসেন্স অনুমোদন। — [1103, 911, 1492, 939]
table-row — [1028, 714, 1492, 742]
table-row — [80, 1424, 561, 1452]
row-serial: ৭৮ম/৬/৩২ — [80, 1424, 154, 1452]
row-serial: ৭৮ম/৬/১১৭ — [1028, 1080, 1103, 1108]
table-row — [1028, 376, 1492, 405]
row-serial: ৭৮ম/৬/০৭ — [80, 682, 154, 710]
row-serial: ৭৮ম/৬/১১৬ — [1028, 1052, 1103, 1080]
brand-part-2: প্রতিদিন — [1387, 18, 1500, 59]
row-serial: ৭৮ম/৬/৬১ — [564, 781, 638, 822]
row-serial: ৭৮ম/৬/৪৫ — [564, 305, 638, 333]
table-row — [564, 950, 1026, 978]
row-serial: ৭৮ম/৬/৯২ — [1028, 376, 1103, 405]
row-subject: ইসলাম গার্মেন্টস লিমিটেড, জরুন, কোনাবাড়ী, গাজীপুর এর অনুকূলে গ্যাস ও ডিজেল ভিত্তিক ৬.১৫ মে:ও: ক্যাপটিভ পাওয়ার প্লান্টের জন্য বিদ্যুৎ উৎপাদন লাইসেন্স অনুমোদন। — [154, 1284, 561, 1312]
row-subject: চিটাগাং টেক্সটাইল মিলস লিমিটেড, উত্তর কাট্টলী, ডাকঘর: ফিরোজশাহ কলোনী, চট্টগ্রাম এর অনুকূলে গ্যাস ভিত্তিক ১.২ মে:ও: ক্যাপটিভ পাওয়ার প্লান্টের জন্য বিদ্যুৎ উৎপাদন লাইসেন্স অনুমোদন। — [638, 333, 1026, 361]
row-serial: ৭৮ম/৬/৯৪ — [1028, 433, 1103, 461]
table-row — [564, 1288, 1026, 1316]
notice-intro: আগামী ১০ জানুয়ারি ২০১৯ তারিখ বৃহস্পতিবার সকাল ১১:০০ টায় বাংলাদেশ এনার্জি রেগুলেটরী কমিশন এর লাইসেন্স প্রদান সংক্রান্ত ৭৮তম উন্মুক্ত সভা কমিশনের শুনানি কক্ষে অনুষ্ঠিত হবে। উক্ত সভায় সভাপতিত্ব করবেন কমিশনের চেয়ারম্যান জনাব মনোয়ার ইসলাম। কমিশন হতে নিম্নবর্ণিত প্রতিষ্ঠানসমূহকে লাইসেন্স প্রদানের বিষয়ে আপত্তি/মতামত থাকলে সভায় উপস্থিত হয়ে জানানোর জন্য অনুরোধ করা হলো: — [87, 349, 553, 414]
row-serial: ৭৮ম/৬/১২১ — [1028, 1193, 1103, 1221]
notice-frame — [77, 108, 1492, 2353]
table-row — [564, 1090, 1026, 1119]
table-row — [564, 502, 1026, 543]
row-subject: কেভিএস এক্সেসরিজ লি: (ইউনিট-২) এর অনুকূলে পেট্রোলিয়ামজাত পদার্থ গাজীপুর সদর, গাজীপুরে অবস্থিত মজুদাগারে মজুদকরণ এবং বিতরণের জন্য লাইসেন্স অনুমোদন। — [1103, 799, 1492, 827]
row-serial: ৭৮ম/৬/৯৮ — [1028, 545, 1103, 573]
table-row — [80, 992, 561, 1020]
row-subject: কেয়া কসমেটিক্স লি: এর অনুকূলে পেট্রোলিয়ামজাত পদার্থ গাজীপুর সিটি কর্পোরেশন, গাজীপুরে অবস্থিত মজুদাগারে মজুদকরণ এবং বিতরণের জন্য লাইসেন্স অনুমোদন। — [1103, 376, 1492, 405]
row-serial: ৭৮ম/৬/২৪ — [80, 1186, 154, 1227]
row-subject: এনওয়াটি ফিলিং স্টেশন লি: (বাংলাদেশ অ্যান্ড মধু নগর, টঙ্গী, গাজীপুর)-এর অনুকূলে সিএনজি মজুদকরণ ও বিতরণ কার্যক্রম পরিচালনার জন্য লাইসেন্স অনুমোদন। — [638, 978, 1026, 1006]
row-subject: লাইটেক্স টেক্সটাইল মিলস লিমিটেড, চান্দরা, কালিয়াকৈর, গাজীপুর এর অনুকূলে গ্যাস ও ডিজেল ভিত্তিক ৩.৩৫২ মে:ও: ক্যাপটিভ পাওয়ার প্লান্টের জন্য বিদ্যুৎ উৎপাদন লাইসেন্স অনুমোদন। — [154, 1452, 561, 1481]
table-row — [1028, 1249, 1492, 1277]
row-serial: ৭৮ম/৬/৭৬ — [564, 1231, 638, 1259]
row-serial: ৭৮ম/৬/১১২ — [1028, 939, 1103, 967]
row-serial: ৭৮ম/৬/১০৪ — [1028, 714, 1103, 742]
row-subject: কনফিডেন্স পাওয়ার রংপুর ইউনিট-২ লিমিটেড, মাহিগঞ্জ, শাহজাহানপুর, বগুড়া এর অনুকূলে এইচএফও ভিত্তিক ১১৩ মে: আইপিপি ক্যাটাগরির জন্য বিদ্যুৎ উৎপাদন লাইসেন্স অনুমোদন। — [154, 569, 561, 598]
row-subject: প্রিন্স অ্যাপারেলস লিমিটেড, তেওয়া, শ্রীপুর, গাজীপুর এর অনুকূলে ডিজেল ভিত্তিক ১.১৭২ মে:ও: ক্যাপটিভ পাওয়ার প্লান্টের জন্য বিদ্যুৎ উৎপাদন লাইসেন্স অনুমোদন। — [638, 571, 1026, 599]
row-serial: ৭৮ম/৬/৮৮ — [1028, 264, 1103, 292]
row-subject: মেট্রো রিলায়েন্স জেম কনভার্শন অ্যান্ড ফিলিং স্টেশন (দক্ষিণ যাত্রাবাড়ী, ঢাকা)-এর অনুকূলে সিএনজি মজুদকরণ ও বিতরণ কার্যক্রম পরিচালনার জন্য লাইসেন্স অনুমোদন। — [638, 1147, 1026, 1175]
row-subject: রয়েল ফিলিং স্টেশন (৫৫/১, শহীদ তাজউদ্দিন আহমেদ সরণী, মহাখালী, ঢাকা-১২১২)-এর অনুকূলে সিএনজি মজুদকরণ ও বিতরণ কার্যক্রম পরিচালনার জন্য লাইসেন্স অনুমোদন। — [638, 1090, 1026, 1119]
row-subject: মন্ড ফিলিং স্টেশন (শিবালয়, মানিকগঞ্জ)-এর অনুকূলে সিএনজি মজুদকরণ ও বিতরণ কার্যক্রম পরিচালনার জন্য লাইসেন্স অনুমোদন। — [638, 1034, 1026, 1062]
table-row — [564, 1331, 1026, 1359]
row-serial: ৭৮ম/৬/০৩ — [80, 569, 154, 598]
table-row — [1028, 166, 1492, 195]
row-subject: বাংলা ট্র্যাক পাওয়ার ইউনিট-১ লিমিটেড, সোনাকান্দি, তিতাস, কুমিল্লা এর অনুকূলে এইচএফও ভিত্তিক ১০০ মে:ও: (নেট) আইপিপি ক্যাটাগরির জন্য বিদ্যুৎ উৎপাদন লাইসেন্স অনুমোদন। — [154, 654, 561, 682]
